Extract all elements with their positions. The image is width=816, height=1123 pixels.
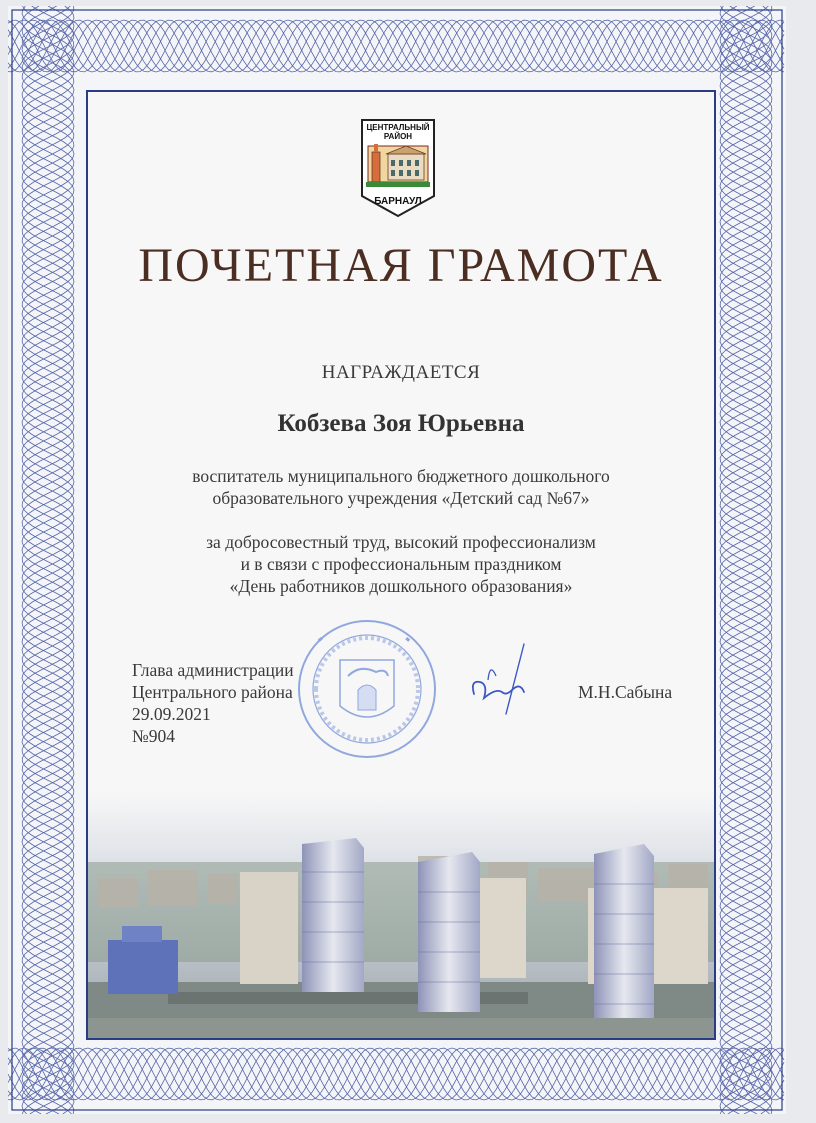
awarded-label: НАГРАЖДАЕТСЯ: [321, 362, 481, 383]
barnaul-district-emblem: [358, 116, 438, 220]
emblem-top-line-1: ЦЕНТРАЛЬНЫЙ: [366, 123, 430, 132]
certificate-panel: [86, 90, 716, 1040]
reason-line-2: и в связи с профессиональным праздником: [240, 554, 562, 574]
emblem-bottom-text: БАРНАУЛ: [374, 196, 422, 207]
city-panorama-photo: [88, 792, 714, 1038]
recipient-name: Кобзева Зоя Юрьевна: [277, 410, 525, 437]
handwritten-signature: [466, 632, 536, 722]
signatory-title-line-1: Глава администрации: [132, 660, 294, 680]
document-date: 29.09.2021: [132, 704, 211, 724]
reason-line-1: за добросовестный труд, высокий профессионализм: [206, 532, 596, 552]
certificate-frame: [8, 6, 786, 1114]
signatory-title-line-2: Центрального района: [132, 682, 293, 702]
position-line-1: воспитатель муниципального бюджетного дошкольного: [192, 466, 610, 486]
certificate-title: ПОЧЕТНАЯ ГРАМОТА: [138, 239, 664, 292]
reason-line-3: «День работников дошкольного образования»: [229, 576, 573, 596]
signatory-name: М.Н.Сабына: [578, 682, 673, 702]
emblem-top-line-2: РАЙОН: [383, 132, 413, 141]
position-line-2: образовательного учреждения «Детский сад №67»: [212, 488, 590, 508]
document-number: №904: [132, 726, 175, 746]
official-stamp: [296, 618, 438, 760]
